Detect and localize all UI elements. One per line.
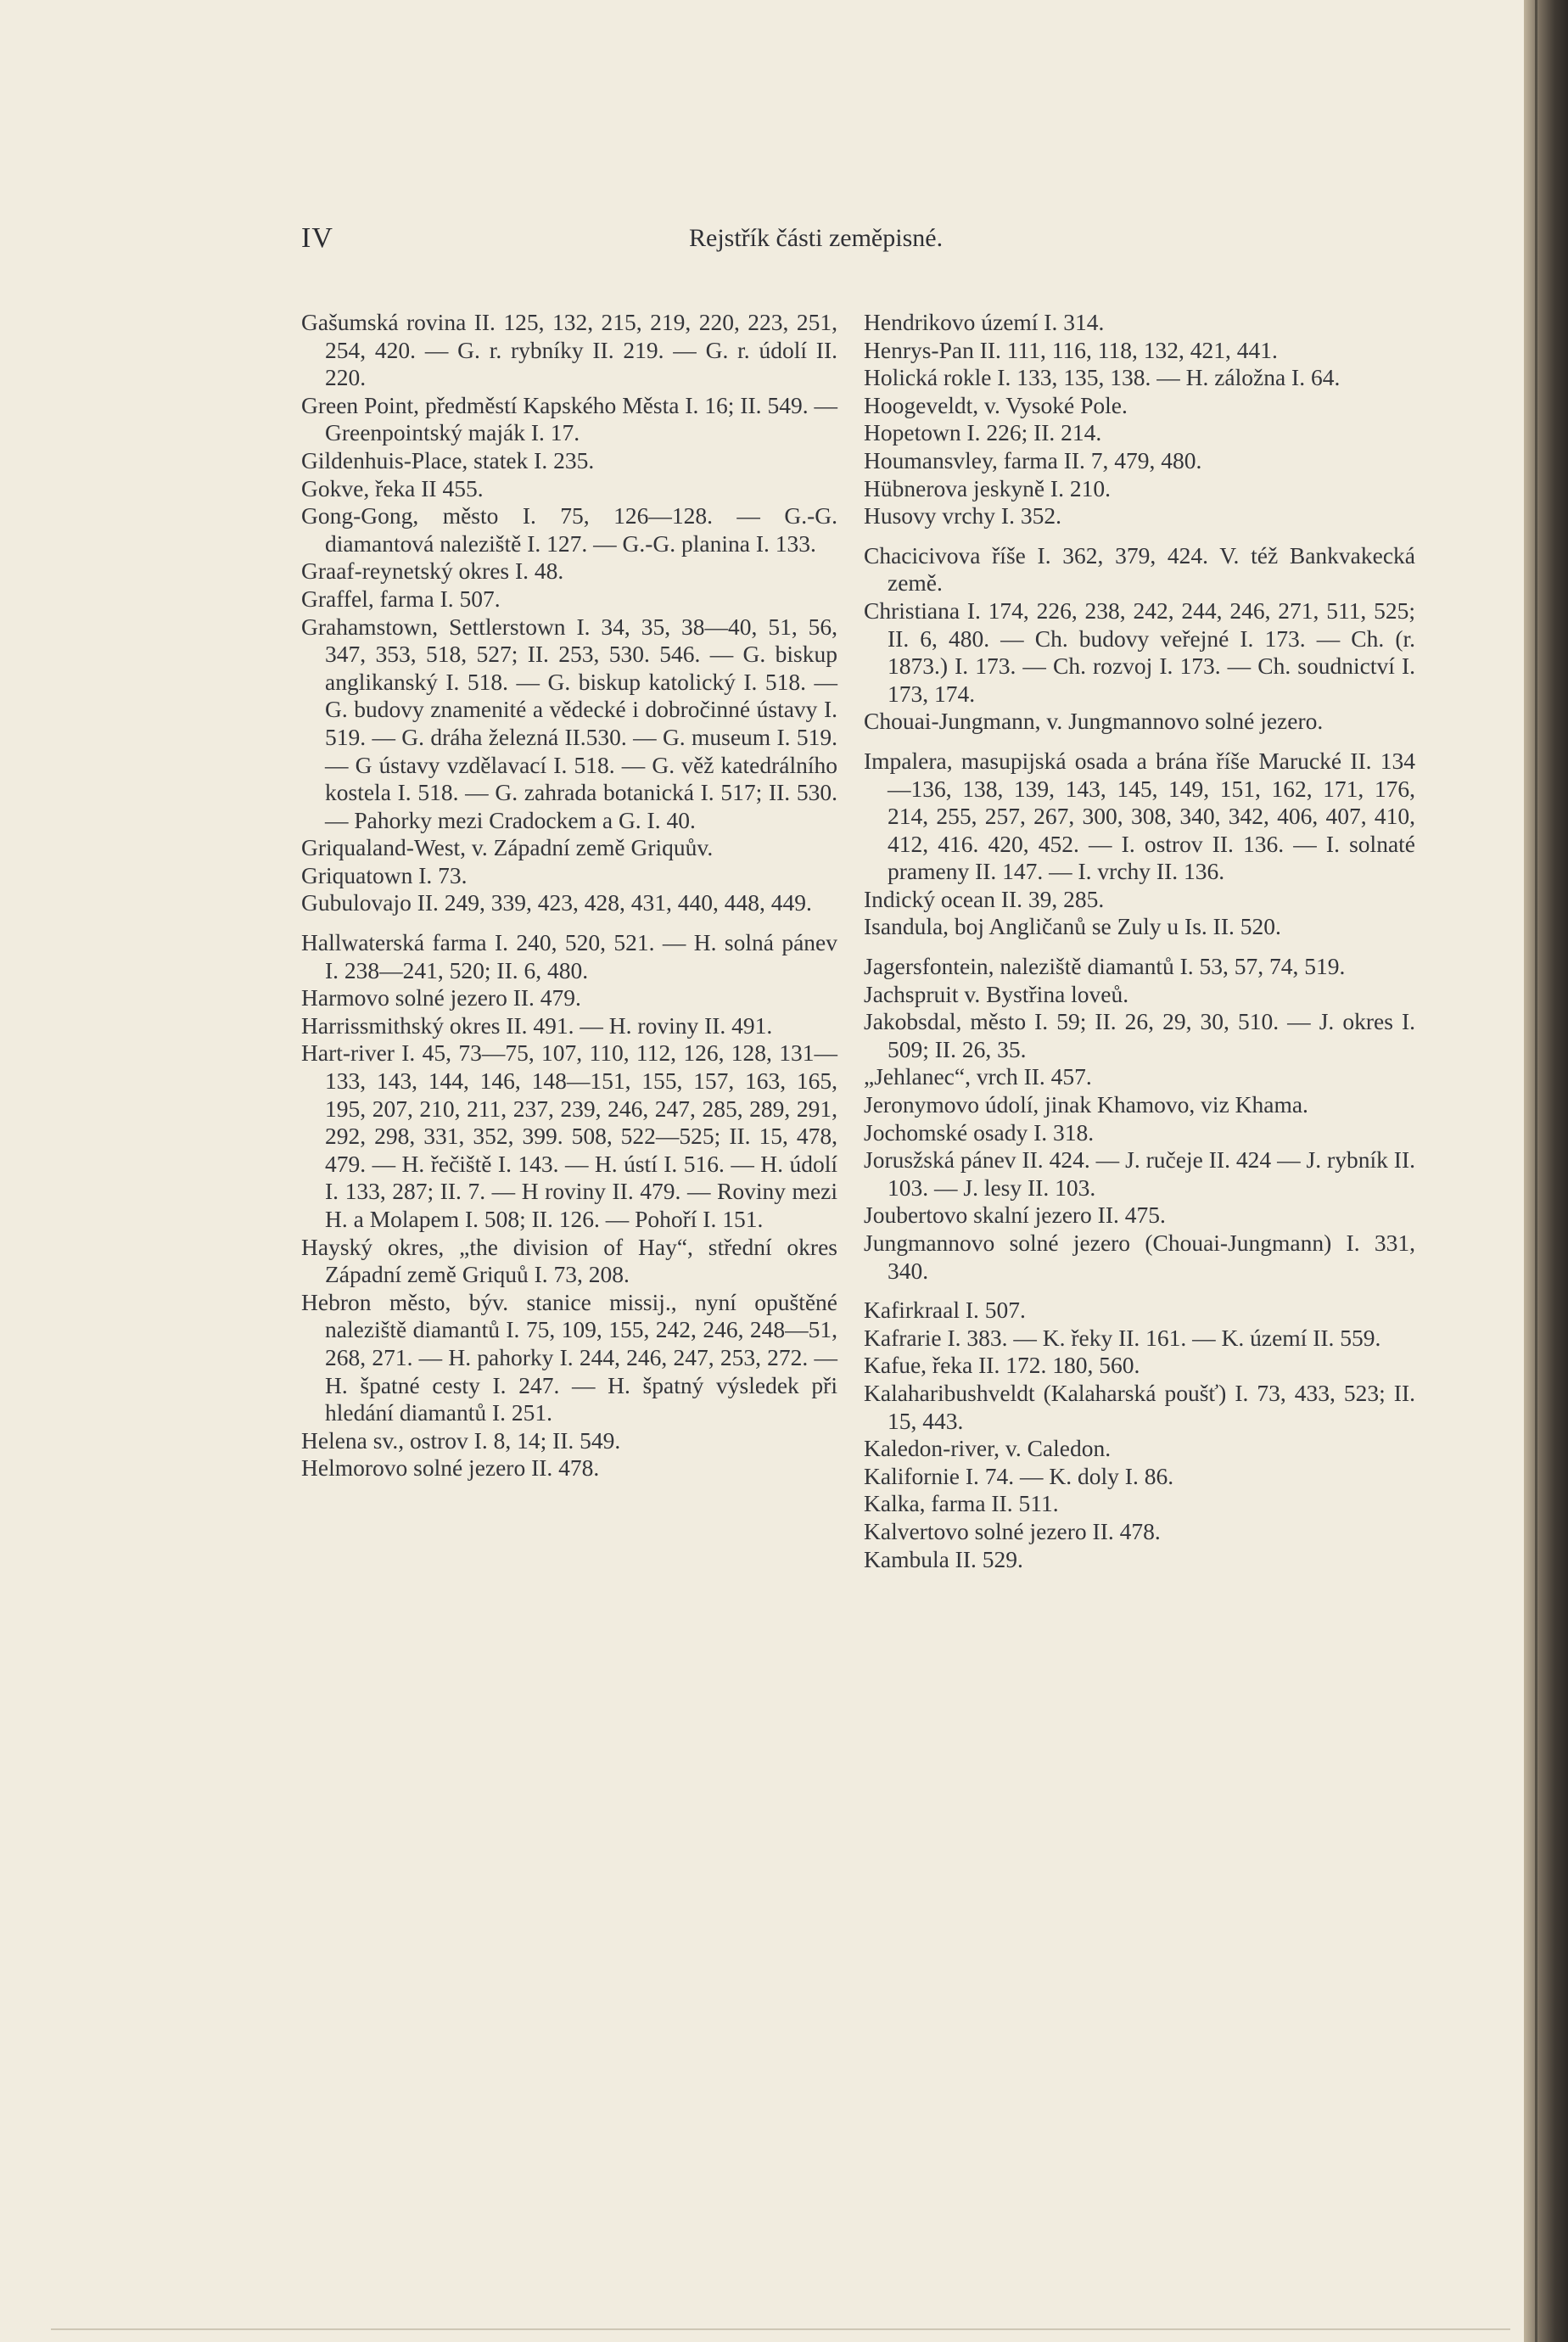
index-entry: Hebron město, býv. stanice missij., nyní opuštěné naleziště diamantů I. 75, 109, 155, 242, 246, 248—51, 268, 271. — H. pahorky I. 244, 246, 247, 253, 272. — H. špatné cesty I. 247. — H. špatný výsledek při hledání diamantů I. 251.	[301, 1288, 837, 1426]
index-entry: Gašumská rovina II. 125, 132, 215, 219, 220, 223, 251, 254, 420. — G. r. rybníky II. 219. — G. r. údolí II. 220.	[301, 309, 837, 391]
index-entry: Indický ocean II. 39, 285.	[864, 885, 1105, 912]
index-entry: Kalka, farma II. 511.	[864, 1490, 1059, 1517]
index-entry: Graffel, farma I. 507.	[301, 585, 501, 612]
page-number: IV	[301, 222, 333, 254]
index-entry: Jeronymovo údolí, jinak Khamovo, viz Khama.	[864, 1091, 1308, 1118]
index-entry: Kafrarie I. 383. — K. řeky II. 161. — K. území II. 559.	[864, 1324, 1381, 1351]
index-entry: Impalera, masupijská osada a brána říše Marucké II. 134—136, 138, 139, 143, 145, 149, 151, 162, 171, 176, 214, 255, 257, 267, 300, 308, 340, 342, 406, 407, 410, 412, 416. 420, 452. — I. ostrov II. 136. — I. solnaté prameny II. 147. — I. vrchy II. 136.	[864, 747, 1415, 885]
index-entry: Grahamstown, Settlerstown I. 34, 35, 38—40, 51, 56, 347, 353, 518, 527; II. 253, 530. 546. — G. biskup anglikanský I. 518. — G. biskup katolický I. 518. — G. budovy znamenité a vědecké i dobročinné ústavy I. 519. — G. dráha železná II.530. — G. museum I. 519. — G ústavy vzdělavací I. 518. — G. věž katedrálního kostela I. 518. — G. zahrada botanická I. 517; II. 530. — Pahorky mezi Cradockem a G. I. 40.	[301, 613, 837, 833]
index-entry: Chacicivova říše I. 362, 379, 424. V. též Bankvakecká země.	[864, 541, 1415, 597]
index-entry: Kalifornie I. 74. — K. doly I. 86.	[864, 1462, 1174, 1489]
index-entry: Christiana I. 174, 226, 238, 242, 244, 246, 271, 511, 525; II. 6, 480. — Ch. budovy veřejné I. 173. — Ch. (r. 1873.) I. 173. — Ch. rozvoj I. 173. — Ch. soudnictví I. 173, 174.	[864, 597, 1415, 707]
running-title: Rejstřík části zeměpisné.	[689, 224, 944, 252]
index-entry: Helena sv., ostrov I. 8, 14; II. 549.	[301, 1426, 621, 1454]
index-entry: Helmorovo solné jezero II. 478.	[301, 1454, 600, 1482]
index-entry: Gildenhuis-Place, statek I. 235.	[301, 446, 595, 473]
index-entry: Kalvertovo solné jezero II. 478.	[864, 1517, 1161, 1544]
index-column-left	[301, 309, 837, 1482]
index-entry: Gubulovajo II. 249, 339, 423, 428, 431, 440, 448, 449.	[301, 889, 812, 916]
index-entry: Griqualand-West, v. Západní země Griquův.	[301, 834, 714, 861]
index-entry: Gong-Gong, město I. 75, 126—128. — G.-G. diamantová naleziště I. 127. — G.-G. planina I. 133.	[301, 502, 837, 557]
index-entry: Jochomské osady I. 318.	[864, 1118, 1095, 1146]
index-entry: Hayský okres, „the division of Hay“, střední okres Západní země Griquů I. 73, 208.	[301, 1233, 837, 1288]
index-entry: Holická rokle I. 133, 135, 138. — H. záložna I. 64.	[864, 364, 1341, 391]
index-entry: Husovy vrchy I. 352.	[864, 502, 1061, 529]
index-entry: Graaf-reynetský okres I. 48.	[301, 557, 564, 585]
index-entry: Green Point, předměstí Kapského Města I. 16; II. 549. — Greenpointský maják I. 17.	[301, 391, 837, 446]
index-entry: Harrissmithský okres II. 491. — H. roviny II. 491.	[301, 1011, 773, 1039]
index-entry: Hübnerova jeskyně I. 210.	[864, 474, 1111, 501]
index-entry: Hart-river I. 45, 73—75, 107, 110, 112, 126, 128, 131—133, 143, 144, 146, 148—151, 155, 157, 163, 165, 195, 207, 210, 211, 237, 239, 246, 247, 285, 289, 291, 292, 298, 331, 352, 399. 508, 522—525; II. 15, 478, 479. — H. řečiště I. 143. — H. ústí I. 516. — H. údolí I. 133, 287; II. 7. — H roviny II. 479. — Roviny mezi H. a Molapem I. 508; II. 126. — Pohoří I. 151.	[301, 1039, 837, 1232]
index-entry: Jachspruit v. Bystřina loveů.	[864, 980, 1129, 1007]
book-edge-shadow	[1524, 0, 1568, 2342]
index-entry: Jakobsdal, město I. 59; II. 26, 29, 30, 510. — J. okres I. 509; II. 26, 35.	[864, 1008, 1415, 1062]
index-entry: Kambula II. 529.	[864, 1545, 1023, 1572]
index-entry: „Jehlanec“, vrch II. 457.	[864, 1063, 1092, 1090]
index-entry: Hallwaterská farma I. 240, 520, 521. — H. solná pánev I. 238—241, 520; II. 6, 480.	[301, 929, 837, 983]
index-entry: Kafirkraal I. 507.	[864, 1297, 1026, 1324]
index-entry: Griquatown I. 73.	[301, 861, 468, 888]
index-entry: Kaledon-river, v. Caledon.	[864, 1435, 1112, 1462]
index-entry: Kafue, řeka II. 172. 180, 560.	[864, 1352, 1140, 1379]
book-edge-line	[1535, 0, 1537, 2342]
index-entry: Jungmannovo solné jezero (Chouai-Jungmann) I. 331, 340.	[864, 1230, 1415, 1284]
page-header	[0, 222, 1524, 256]
index-entry: Gokve, řeka II 455.	[301, 474, 484, 501]
index-column-right	[864, 309, 1415, 1573]
index-entry: Isandula, boj Angličanů se Zuly u Is. II. 520.	[864, 913, 1281, 940]
page-bottom-edge	[51, 2328, 1510, 2330]
index-entry: Jagersfontein, naleziště diamantů I. 53, 57, 74, 519.	[864, 953, 1346, 980]
index-entry: Hopetown I. 226; II. 214.	[864, 419, 1102, 446]
index-entry: Houmansvley, farma II. 7, 479, 480.	[864, 446, 1202, 473]
index-entry: Joubertovo skalní jezero II. 475.	[864, 1202, 1166, 1229]
index-entry: Hendrikovo území I. 314.	[864, 309, 1105, 335]
index-entry: Jorusžská pánev II. 424. — J. ručeje II. 424 — J. rybník II. 103. — J. lesy II. 103.	[864, 1146, 1415, 1201]
index-entry: Henrys-Pan II. 111, 116, 118, 132, 421, 441.	[864, 336, 1278, 363]
index-entry: Harmovo solné jezero II. 479.	[301, 984, 581, 1011]
index-entry: Chouai-Jungmann, v. Jungmannovo solné jezero.	[864, 708, 1324, 735]
index-entry: Hoogeveldt, v. Vysoké Pole.	[864, 391, 1128, 418]
index-entry: Kalaharibushveldt (Kalaharská poušť) I. 73, 433, 523; II. 15, 443.	[864, 1379, 1415, 1434]
